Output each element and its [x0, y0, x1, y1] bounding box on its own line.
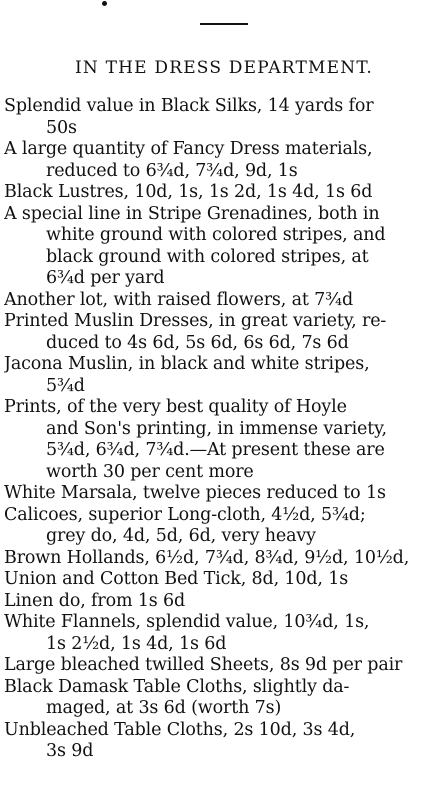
item-continuation-line: 3s 9d [46, 741, 94, 761]
list-item [4, 548, 446, 570]
section-heading: IN THE DRESS DEPARTMENT. [75, 58, 373, 78]
item-continuation-line: and Son's printing, in immense variety, [46, 418, 387, 439]
ink-dot [102, 1, 107, 6]
list-item [4, 182, 446, 204]
item-continuation-line: worth 30 per cent more [46, 461, 254, 482]
item-first-line: Printed Muslin Dresses, in great variety, re- [4, 311, 387, 331]
list-item [4, 139, 446, 182]
item-continuation-line: black ground with colored stripes, at [46, 246, 369, 267]
item-continuation-line: 1s 2½d, 1s 4d, 1s 6d [46, 633, 227, 654]
item-first-line: Another lot, with raised flowers, at 7¾d [4, 289, 354, 310]
list-item [4, 655, 446, 677]
list-item [4, 96, 446, 139]
item-first-line: Linen do, from 1s 6d [4, 590, 186, 611]
item-first-line: Unbleached Table Cloths, 2s 10d, 3s 4d, [4, 719, 356, 740]
list-item [4, 397, 446, 483]
item-first-line: Black Damask Table Cloths, slightly da- [4, 676, 350, 697]
item-continuation-line: reduced to 6¾d, 7¾d, 9d, 1s [46, 160, 298, 181]
item-continuation-line: duced to 4s 6d, 5s 6d, 6s 6d, 7s 6d [46, 332, 349, 353]
list-item [4, 591, 446, 613]
item-continuation-line: grey do, 4d, 5d, 6d, very heavy [46, 526, 316, 546]
advertisement-list [4, 96, 446, 763]
item-continuation-line: white ground with colored stripes, and [46, 225, 386, 245]
list-item [4, 290, 446, 312]
list-item [4, 569, 446, 591]
item-first-line: A special line in Stripe Grenadines, both in [4, 203, 380, 224]
item-continuation-line: maged, at 3s 6d (worth 7s) [46, 698, 282, 718]
list-item [4, 612, 446, 655]
item-continuation-line: 50s [46, 117, 77, 138]
item-first-line: Prints, of the very best quality of Hoyle [4, 397, 347, 417]
item-continuation-line: 5¾d, 6¾d, 7¾d.—At present these are [46, 440, 385, 460]
item-first-line: White Flannels, splendid value, 10¾d, 1s, [4, 612, 370, 632]
item-first-line: Union and Cotton Bed Tick, 8d, 10d, 1s [4, 569, 349, 589]
item-first-line: White Marsala, twelve pieces reduced to 1s [4, 483, 386, 503]
list-item [4, 311, 446, 354]
list-item [4, 204, 446, 290]
item-first-line: Splendid value in Black Silks, 14 yards for [4, 96, 374, 116]
list-item [4, 720, 446, 763]
list-item [4, 677, 446, 720]
item-first-line: A large quantity of Fancy Dress materials, [4, 139, 373, 159]
list-item [4, 505, 446, 548]
list-item [4, 354, 446, 397]
item-first-line: Jacona Muslin, in black and white stripes, [4, 354, 370, 374]
item-first-line: Black Lustres, 10d, 1s, 1s 2d, 1s 4d, 1s 6d [4, 182, 373, 202]
list-item [4, 483, 446, 505]
item-first-line: Calicoes, superior Long-cloth, 4½d, 5¾d; [4, 504, 366, 525]
section-rule [200, 23, 248, 25]
item-first-line: Brown Hollands, 6½d, 7¾d, 8¾d, 9½d, 10½d, [4, 547, 410, 568]
item-first-line: Large bleached twilled Sheets, 8s 9d per pair [4, 655, 403, 675]
item-continuation-line: 5¾d [46, 375, 85, 396]
item-continuation-line: 6¾d per yard [46, 268, 165, 288]
